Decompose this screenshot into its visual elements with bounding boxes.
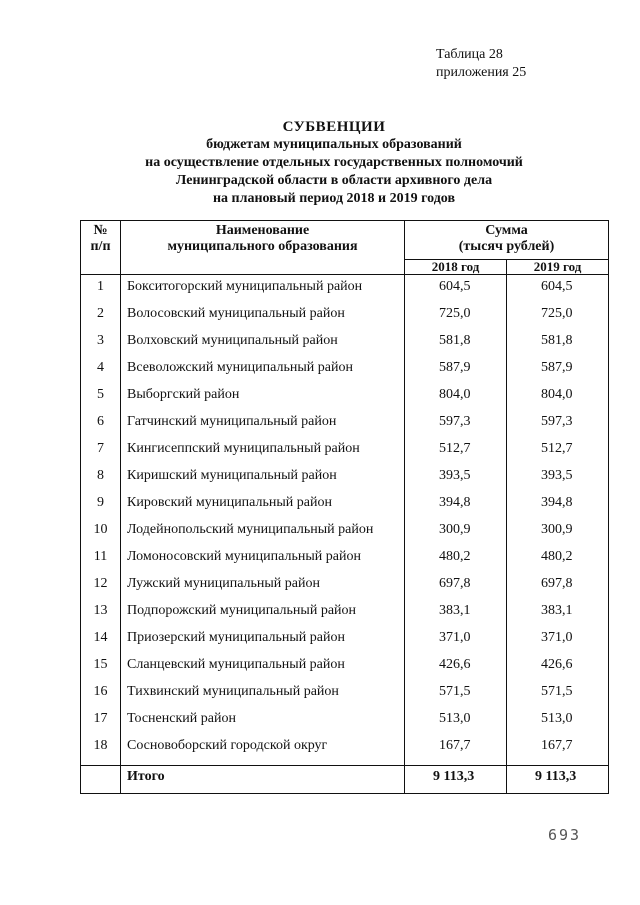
row-value-2018: 383,1 xyxy=(405,600,507,627)
row-value-2019: 300,9 xyxy=(507,519,609,546)
table-row xyxy=(81,275,609,304)
row-value-2019: 587,9 xyxy=(507,357,609,384)
header-year-2019: 2019 год xyxy=(507,260,609,275)
row-name: Приозерский муниципальный район xyxy=(121,627,405,654)
row-name: Кировский муниципальный район xyxy=(121,492,405,519)
table-reference xyxy=(436,46,526,82)
table-row xyxy=(81,330,609,357)
row-name: Волосовский муниципальный район xyxy=(121,303,405,330)
title-line-4: Ленинградской области в области архивного дела xyxy=(175,173,493,188)
row-value-2018: 597,3 xyxy=(405,411,507,438)
subsidy-table xyxy=(80,220,609,794)
table-total xyxy=(81,766,609,794)
row-name: Всеволожский муниципальный район xyxy=(121,357,405,384)
row-number: 8 xyxy=(81,465,121,492)
table-row xyxy=(81,573,609,600)
table-row xyxy=(81,411,609,438)
row-value-2018: 480,2 xyxy=(405,546,507,573)
row-value-2018: 604,5 xyxy=(405,275,507,304)
row-value-2018: 581,8 xyxy=(405,330,507,357)
row-name: Сланцевский муниципальный район xyxy=(121,654,405,681)
row-value-2018: 571,5 xyxy=(405,681,507,708)
row-number: 14 xyxy=(81,627,121,654)
header-name-line-2: муниципального образования xyxy=(167,239,358,254)
row-value-2019: 725,0 xyxy=(507,303,609,330)
row-value-2018: 725,0 xyxy=(405,303,507,330)
header-number xyxy=(81,221,121,275)
title-line-1: СУБВЕНЦИИ xyxy=(282,119,386,135)
table-row xyxy=(81,465,609,492)
row-number: 7 xyxy=(81,438,121,465)
row-number: 6 xyxy=(81,411,121,438)
row-value-2019: 513,0 xyxy=(507,708,609,735)
total-row xyxy=(81,766,609,794)
row-number: 1 xyxy=(81,275,121,304)
row-number: 18 xyxy=(81,735,121,766)
row-value-2018: 512,7 xyxy=(405,438,507,465)
row-value-2019: 571,5 xyxy=(507,681,609,708)
total-label: Итого xyxy=(121,766,405,794)
row-name: Сосновоборский городской округ xyxy=(121,735,405,766)
row-number: 17 xyxy=(81,708,121,735)
row-value-2019: 597,3 xyxy=(507,411,609,438)
row-number: 12 xyxy=(81,573,121,600)
row-value-2019: 804,0 xyxy=(507,384,609,411)
header-sum-line-2: (тысяч рублей) xyxy=(458,239,555,254)
row-name: Киришский муниципальный район xyxy=(121,465,405,492)
row-number: 16 xyxy=(81,681,121,708)
document-title xyxy=(60,118,608,208)
row-value-2018: 300,9 xyxy=(405,519,507,546)
total-2019: 9 113,3 xyxy=(507,766,609,794)
row-name: Ломоносовский муниципальный район xyxy=(121,546,405,573)
title-line-3: на осуществление отдельных государственных полномочий xyxy=(145,155,523,170)
page-number: 693 xyxy=(548,826,582,844)
row-value-2018: 587,9 xyxy=(405,357,507,384)
row-number: 15 xyxy=(81,654,121,681)
table-row xyxy=(81,357,609,384)
table-row xyxy=(81,627,609,654)
table-row xyxy=(81,735,609,766)
table-row xyxy=(81,600,609,627)
row-value-2019: 394,8 xyxy=(507,492,609,519)
table-row xyxy=(81,546,609,573)
table-row xyxy=(81,303,609,330)
table-body xyxy=(81,275,609,766)
header-number-line-1: № xyxy=(93,223,108,238)
row-name: Тихвинский муниципальный район xyxy=(121,681,405,708)
row-number: 5 xyxy=(81,384,121,411)
row-value-2019: 167,7 xyxy=(507,735,609,766)
row-value-2019: 393,5 xyxy=(507,465,609,492)
row-value-2019: 480,2 xyxy=(507,546,609,573)
row-value-2019: 581,8 xyxy=(507,330,609,357)
row-value-2018: 513,0 xyxy=(405,708,507,735)
table-row xyxy=(81,654,609,681)
total-2018: 9 113,3 xyxy=(405,766,507,794)
row-name: Гатчинский муниципальный район xyxy=(121,411,405,438)
row-name: Подпорожский муниципальный район xyxy=(121,600,405,627)
row-value-2018: 371,0 xyxy=(405,627,507,654)
table-row xyxy=(81,384,609,411)
header-year-2018: 2018 год xyxy=(405,260,507,275)
header-name-line-1: Наименование xyxy=(215,223,310,238)
row-number: 10 xyxy=(81,519,121,546)
table-row xyxy=(81,708,609,735)
row-number: 11 xyxy=(81,546,121,573)
title-line-2: бюджетам муниципальных образований xyxy=(206,137,462,152)
table-row xyxy=(81,438,609,465)
row-value-2019: 426,6 xyxy=(507,654,609,681)
table-ref-line-2: приложения 25 xyxy=(436,65,527,80)
table-row xyxy=(81,681,609,708)
row-value-2018: 394,8 xyxy=(405,492,507,519)
row-name: Кингисеппский муниципальный район xyxy=(121,438,405,465)
row-value-2018: 697,8 xyxy=(405,573,507,600)
row-number: 2 xyxy=(81,303,121,330)
row-name: Лужский муниципальный район xyxy=(121,573,405,600)
title-line-5: на плановый период 2018 и 2019 годов xyxy=(212,191,456,206)
row-number: 9 xyxy=(81,492,121,519)
table-ref-line-1: Таблица 28 xyxy=(436,47,503,62)
row-value-2019: 512,7 xyxy=(507,438,609,465)
row-name: Лодейнопольский муниципальный район xyxy=(121,519,405,546)
row-number: 13 xyxy=(81,600,121,627)
header-sum-line-1: Сумма xyxy=(485,223,528,238)
row-value-2019: 371,0 xyxy=(507,627,609,654)
table-row xyxy=(81,519,609,546)
row-value-2019: 697,8 xyxy=(507,573,609,600)
header-sum xyxy=(405,221,609,260)
row-number: 3 xyxy=(81,330,121,357)
row-name: Волховский муниципальный район xyxy=(121,330,405,357)
row-value-2018: 393,5 xyxy=(405,465,507,492)
row-value-2018: 426,6 xyxy=(405,654,507,681)
row-name: Тосненский район xyxy=(121,708,405,735)
row-name: Бокситогорский муниципальный район xyxy=(121,275,405,304)
header-name xyxy=(121,221,405,275)
total-number-cell xyxy=(81,766,121,794)
row-value-2019: 604,5 xyxy=(507,275,609,304)
row-value-2019: 383,1 xyxy=(507,600,609,627)
row-name: Выборгский район xyxy=(121,384,405,411)
row-value-2018: 804,0 xyxy=(405,384,507,411)
row-number: 4 xyxy=(81,357,121,384)
row-value-2018: 167,7 xyxy=(405,735,507,766)
header-number-line-2: п/п xyxy=(90,239,111,254)
table-row xyxy=(81,492,609,519)
